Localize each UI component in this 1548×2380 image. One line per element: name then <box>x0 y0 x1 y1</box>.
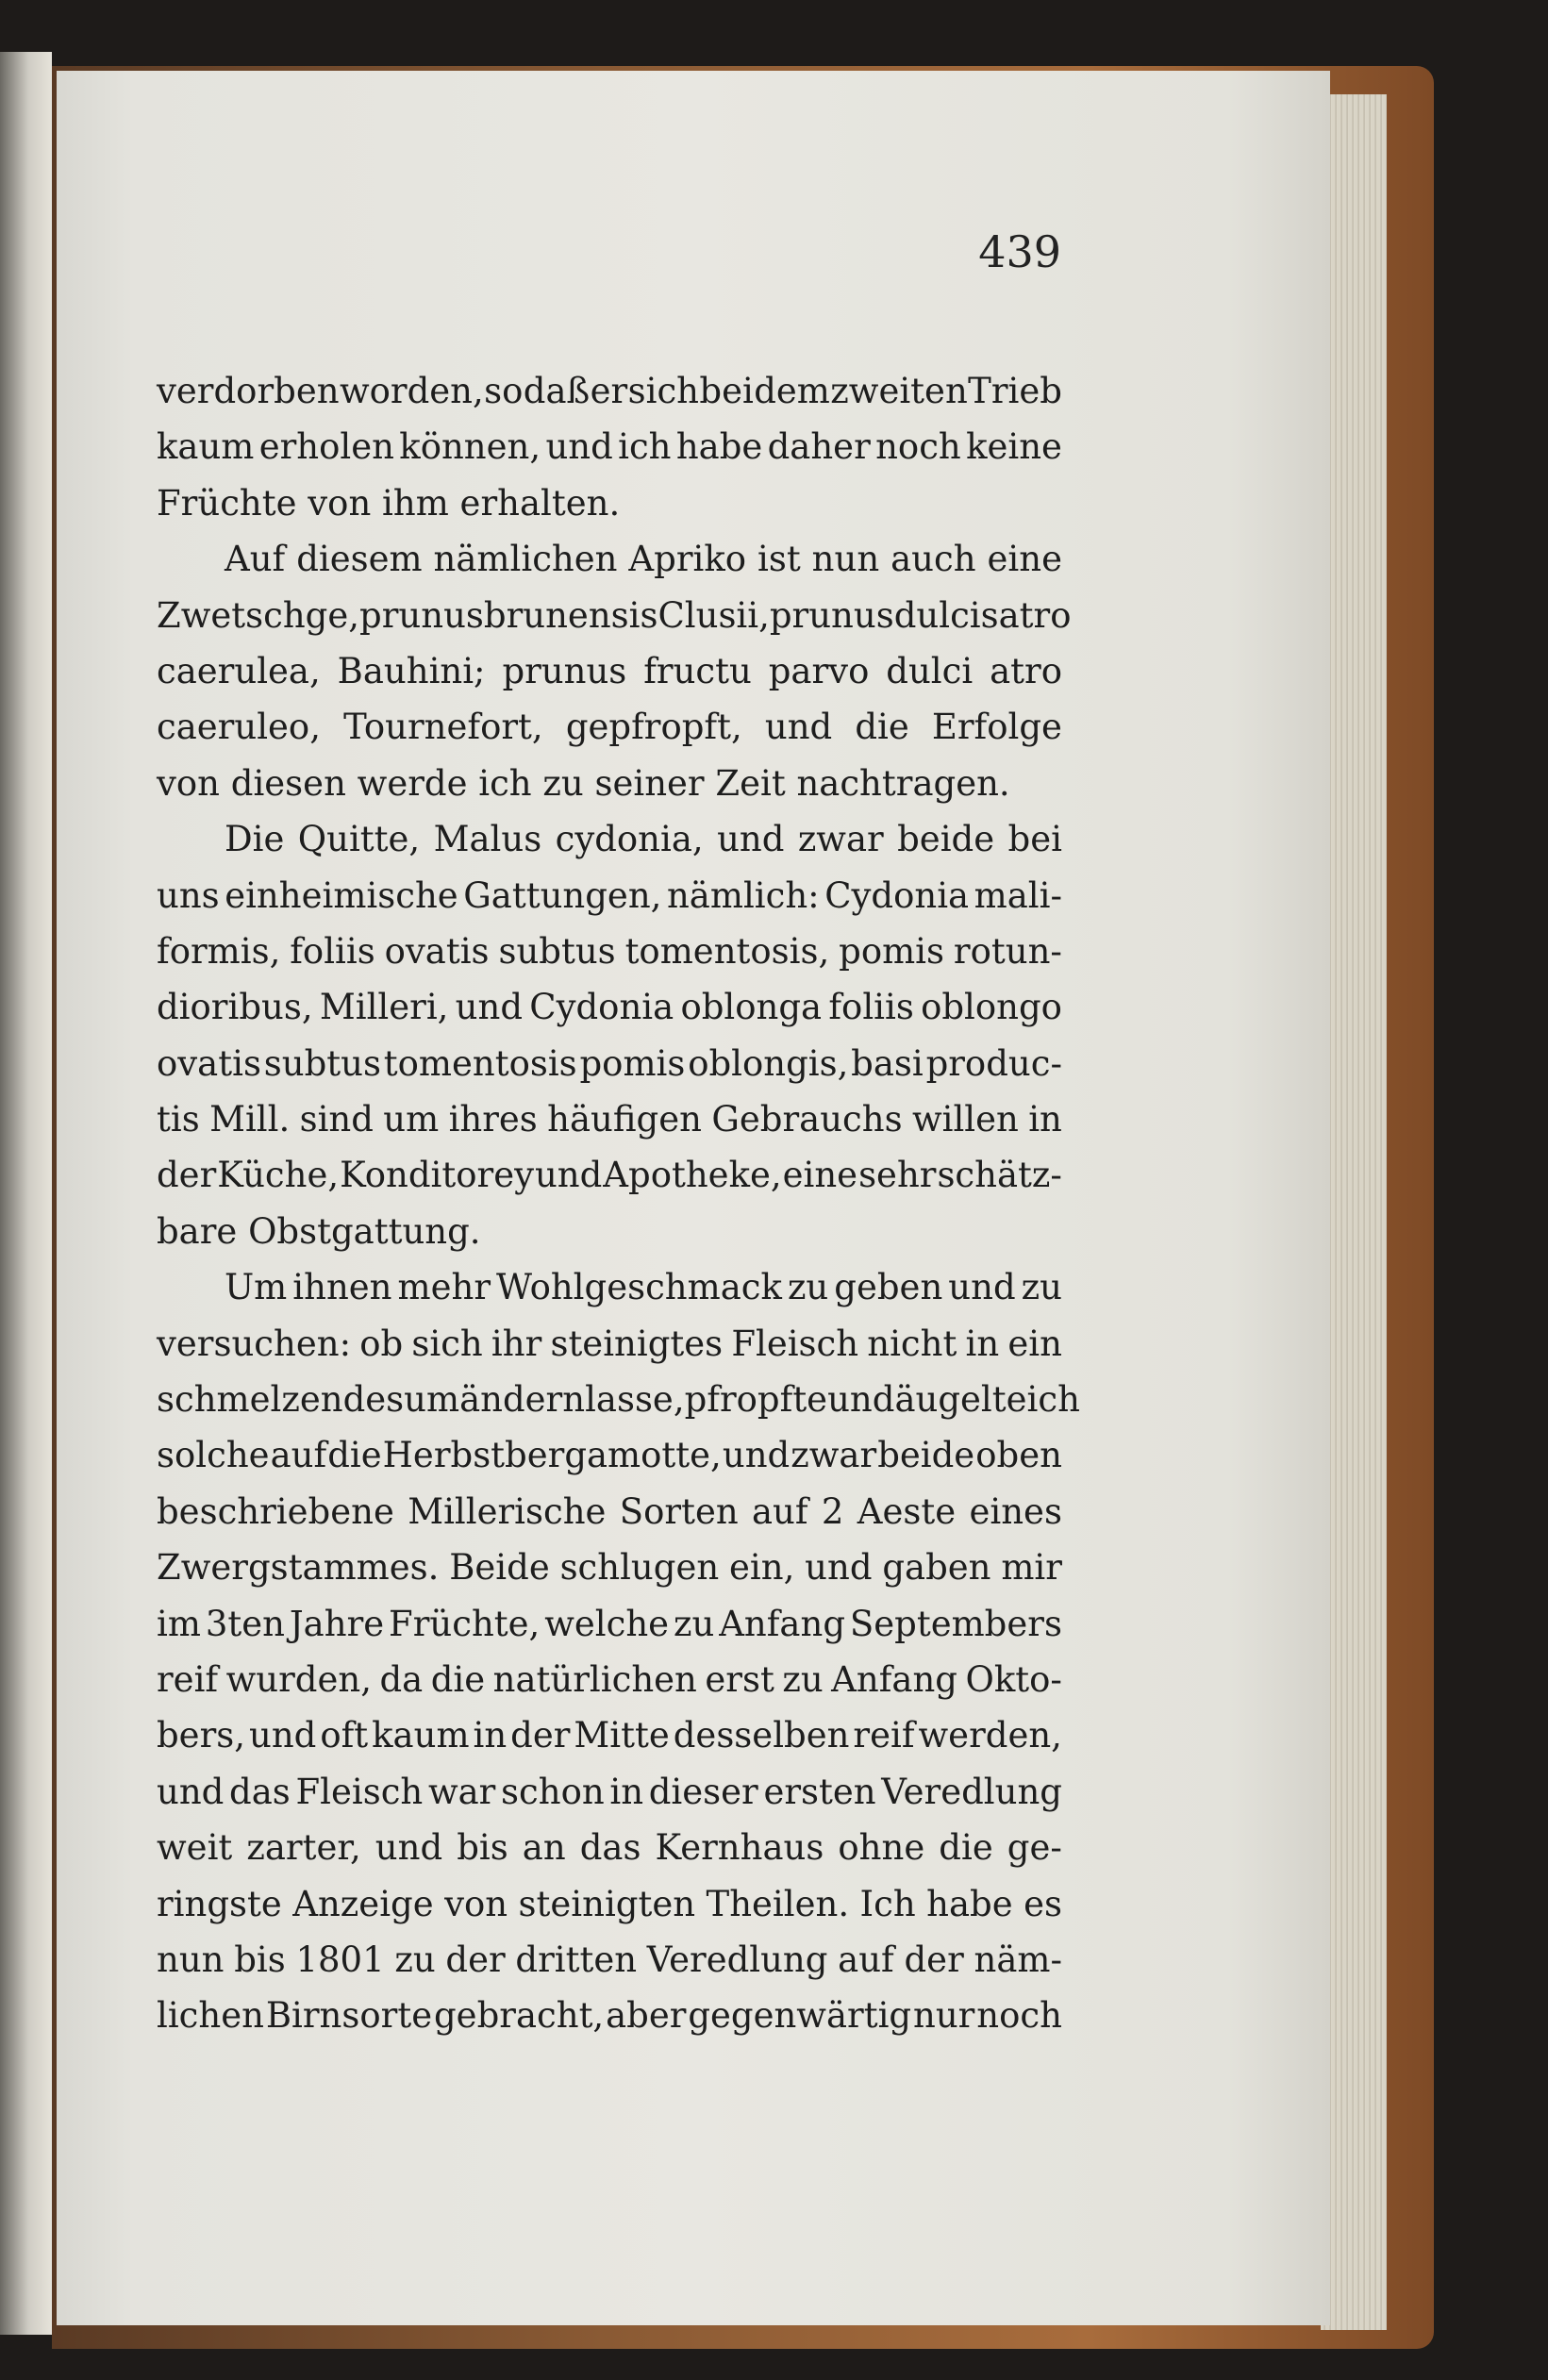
text-line: ovatis subtus tomentosis pomis oblongis, basi produc- <box>157 1042 1062 1084</box>
text-line: versuchen: ob sich ihr steinigtes Fleisch nicht in ein <box>157 1323 1062 1364</box>
text-line: uns einheimische Gattungen, nämlich: Cydonia mali- <box>157 874 1062 916</box>
text-line: formis, foliis ovatis subtus tomentosis, pomis rotun- <box>157 930 1062 972</box>
text-line: verdorben worden, so daß er sich bei dem zweiten Trieb <box>157 371 1062 411</box>
text-line: bare Obstgattung. <box>157 1210 481 1252</box>
text-line: dioribus, Milleri, und Cydonia oblonga foliis oblongo <box>157 987 1062 1028</box>
text-line: reif wurden, da die natürlichen erst zu Anfang Okto- <box>157 1658 1062 1700</box>
text-line: Auf diesem nämlichen Apriko ist nun auch eine <box>225 539 1062 580</box>
text-line: beschriebene Millerische Sorten auf 2 Aeste eines <box>157 1490 1062 1532</box>
text-line: der Küche, Konditorey und Apotheke, eine sehr schätz- <box>157 1155 1062 1196</box>
text-line: nun bis 1801 zu der dritten Veredlung auf der näm- <box>157 1939 1062 1980</box>
left-page-edge <box>0 52 52 2335</box>
text-line: von diesen werde ich zu seiner Zeit nachtragen. <box>157 762 1010 804</box>
text-line: lichen Birnsorte gebracht, aber gegenwärtig nur noch <box>157 1995 1062 2037</box>
text-line: solche auf die Herbstbergamotte, und zwar beide oben <box>157 1435 1062 1476</box>
text-line: und das Fleisch war schon in dieser ersten Veredlung <box>157 1771 1062 1812</box>
text-line: Zwergstammes. Beide schlugen ein, und gaben mir <box>157 1547 1062 1589</box>
text-line: Die Quitte, Malus cydonia, und zwar beide bei <box>225 819 1062 860</box>
text-line: caeruleo, Tournefort, gepfropft, und die Erfolge <box>157 707 1062 748</box>
text-line: kaum erholen können, und ich habe daher noch keine <box>157 426 1062 468</box>
text-line: im 3ten Jahre Früchte, welche zu Anfang Septembers <box>157 1603 1062 1644</box>
text-line: weit zarter, und bis an das Kernhaus ohne die ge- <box>157 1827 1062 1869</box>
page-stack-edge <box>1321 94 1387 2330</box>
text-line: bers, und oft kaum in der Mitte desselben reif werden, <box>157 1715 1062 1756</box>
text-line: tis Mill. sind um ihres häufigen Gebrauchs willen in <box>157 1099 1062 1140</box>
text-line: Um ihnen mehr Wohlgeschmack zu geben und zu <box>225 1267 1062 1308</box>
text-line: caerulea, Bauhini; prunus fructu parvo dulci atro <box>157 650 1062 691</box>
text-line: schmelzendes umändern lasse, pfropfte und äugelte ich <box>157 1379 1080 1421</box>
text-line: Früchte von ihm erhalten. <box>157 482 621 524</box>
text-line: Zwetschge, prunus brunensis Clusii, prunus dulcis atro <box>157 594 1072 636</box>
page-number: 439 <box>978 226 1061 277</box>
body-text <box>157 363 1080 2044</box>
text-line: ringste Anzeige von steinigten Theilen. Ich habe es <box>157 1883 1062 1924</box>
